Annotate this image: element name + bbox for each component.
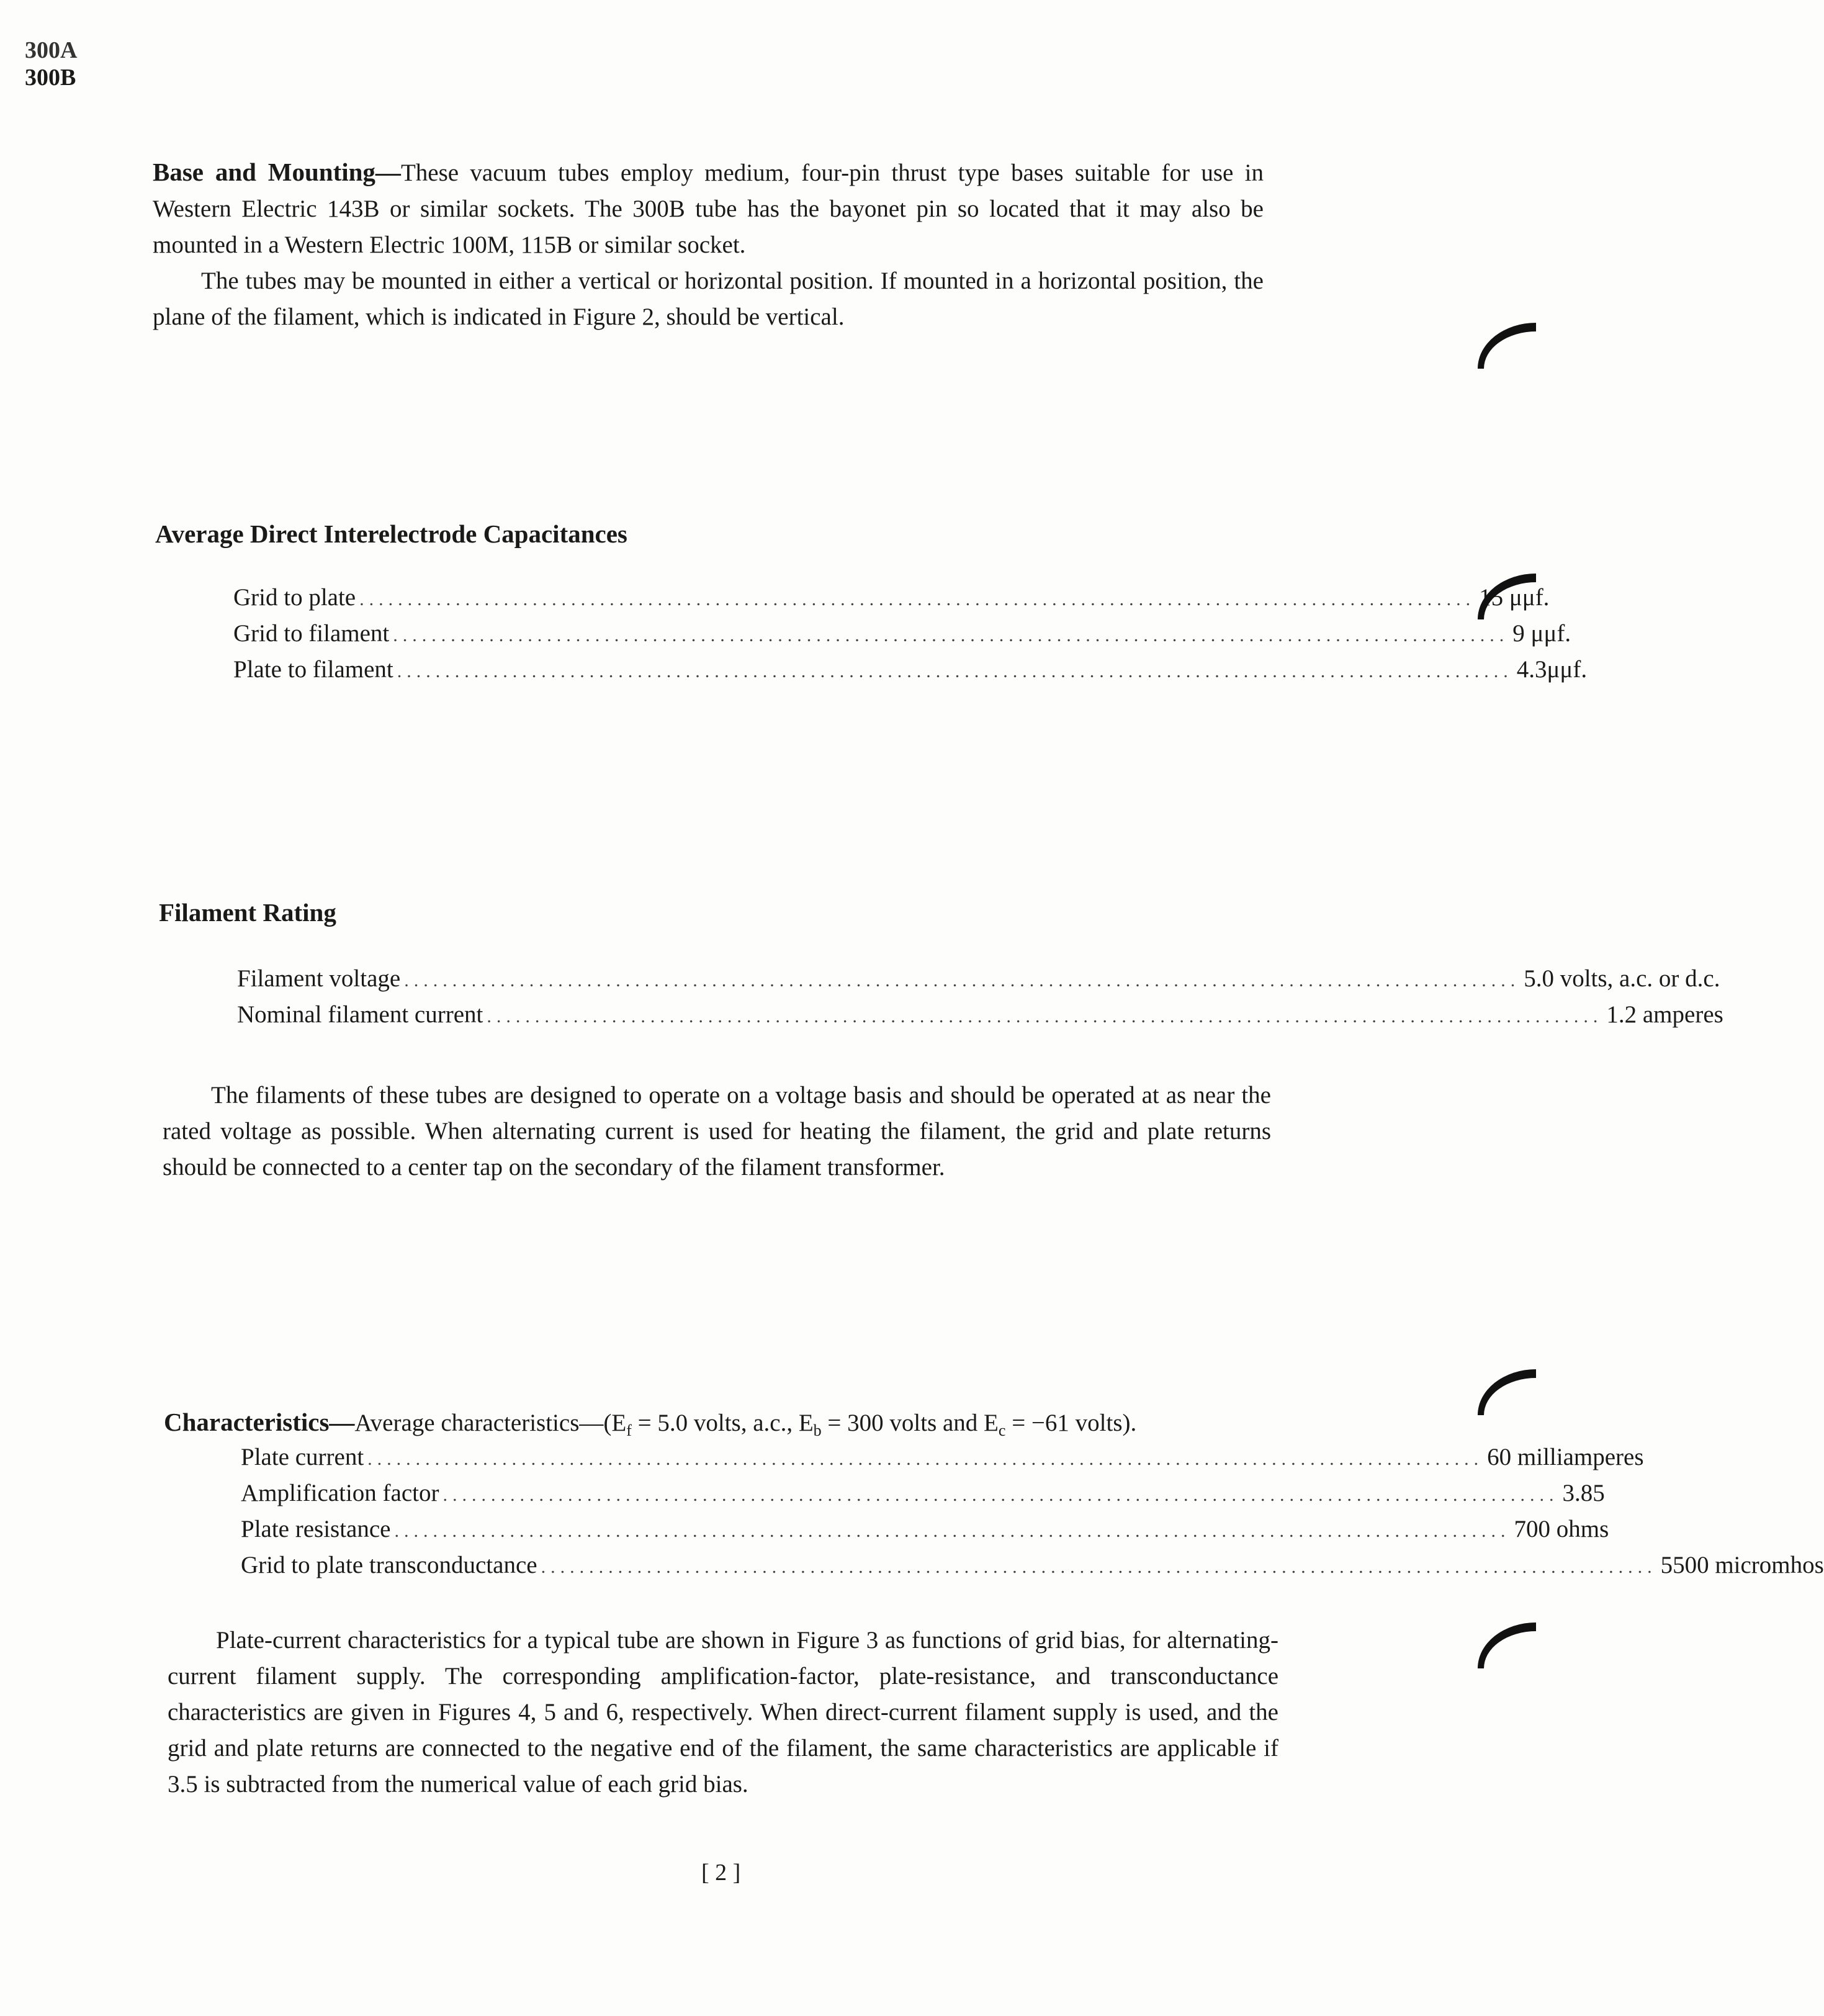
spec-label: Grid to filament: [233, 620, 390, 647]
filament-list: [237, 965, 1723, 1037]
leader-dots: ....................................................................................................................: [359, 589, 1476, 610]
plate-current-text: Plate-current characteristics for a typical tube are shown in Figure 3 as functions of grid bias, for alternating-current filament supply. The corresponding amplification-factor, plate-resistance, and transconductance characteristics are given in Figures 4, 5 and 6, respectively. When direct-current filament supply is used, and the grid and plate returns are connected to the negative end of the filament, the same characteristics are applicable if 3.5 is subtracted from the numerical value of each grid bias.: [168, 1627, 1278, 1798]
spec-row: [233, 583, 1550, 619]
capacitances-heading: Average Direct Interelectrode Capacitances: [155, 520, 627, 548]
characteristics-intro-text: Average characteristics—(E: [354, 1410, 627, 1436]
characteristics-heading: Characteristics—: [164, 1408, 355, 1436]
leader-dots: ....................................................................................................................: [397, 661, 1513, 682]
capacitances-list: [233, 583, 1588, 691]
spec-row: [233, 619, 1571, 655]
base-mounting-section: [153, 154, 1264, 335]
base-mounting-text: These vacuum tubes employ medium, four-pin thrust type bases suitable for use in Western Electric 143B or similar sockets. The 300B tube has the bayonet pin so located that it may also be mounted in a Western Electric 100M, 115B or similar socket.: [153, 160, 1264, 258]
leader-dots: ....................................................................................................................: [404, 970, 1521, 991]
spec-value: 5.0 volts, a.c. or d.c.: [1524, 965, 1720, 992]
binder-hole-shadow: [1478, 1622, 1536, 1668]
leader-dots: ....................................................................................................................: [394, 1521, 1511, 1541]
base-mounting-heading: Base and Mounting—: [153, 158, 401, 186]
spec-label: Grid to plate: [233, 584, 356, 611]
characteristics-list: [241, 1443, 1824, 1587]
spec-value: 3.85: [1562, 1480, 1605, 1506]
spec-row: [237, 1001, 1723, 1037]
spec-value: 15 μμf.: [1479, 584, 1550, 611]
leader-dots: ....................................................................................................................: [487, 1006, 1603, 1027]
spec-row: [233, 655, 1588, 691]
spec-value: 4.3μμf.: [1516, 656, 1588, 683]
spec-label: Plate current: [241, 1444, 364, 1470]
leader-dots: ....................................................................................................................: [367, 1449, 1484, 1469]
leader-dots: ....................................................................................................................: [443, 1485, 1559, 1505]
spec-value: 5500 micromhos: [1660, 1552, 1824, 1578]
spec-label: Plate resistance: [241, 1516, 391, 1542]
spec-row: [241, 1443, 1644, 1479]
model-number-300a: 300A: [25, 37, 78, 63]
characteristics-intro-text: = 300 volts and E: [821, 1410, 999, 1436]
spec-label: Grid to plate transconductance: [241, 1552, 537, 1578]
filament-operation-text: The filaments of these tubes are designed to operate on a voltage basis and should be operated at as near the rated voltage as possible. When alternating current is used for heating the filament, the grid and plate returns should be connected to a center tap on the secondary of the filament transformer.: [163, 1082, 1271, 1181]
mounting-position-text: The tubes may be mounted in either a vertical or horizontal position. If mounted in a horizontal position, the plane of the filament, which is indicated in Figure 2, should be vertical.: [153, 268, 1264, 330]
spec-value: 60 milliamperes: [1487, 1444, 1644, 1470]
spec-value: 1.2 amperes: [1606, 1001, 1723, 1028]
filament-heading: Filament Rating: [159, 898, 336, 927]
subscript-b: b: [813, 1421, 822, 1439]
spec-label: Nominal filament current: [237, 1001, 483, 1028]
spec-label: Plate to filament: [233, 656, 393, 683]
model-number-300b: 300B: [25, 65, 76, 91]
spec-row: [241, 1515, 1609, 1551]
binder-hole-shadow: [1478, 323, 1536, 369]
spec-label: Filament voltage: [237, 965, 401, 992]
leader-dots: ....................................................................................................................: [393, 625, 1509, 646]
binder-hole-shadow: [1478, 574, 1536, 619]
filament-text-section: [163, 1078, 1271, 1186]
subscript-c: c: [998, 1421, 1006, 1439]
page-number: [ 2 ]: [701, 1860, 741, 1886]
subscript-f: f: [626, 1421, 632, 1439]
spec-row: [241, 1479, 1605, 1515]
spec-value: 700 ohms: [1514, 1516, 1609, 1542]
characteristics-intro-text: = −61 volts).: [1005, 1410, 1137, 1436]
characteristics-text-section: [168, 1622, 1278, 1802]
binder-hole-shadow: [1478, 1369, 1536, 1415]
spec-row: [241, 1551, 1824, 1587]
spec-label: Amplification factor: [241, 1480, 439, 1506]
characteristics-intro-text: = 5.0 volts, a.c., E: [631, 1410, 814, 1436]
spec-row: [237, 965, 1720, 1001]
characteristics-intro: [164, 1404, 1281, 1449]
leader-dots: ....................................................................................................................: [541, 1557, 1657, 1577]
spec-value: 9 μμf.: [1512, 620, 1571, 647]
